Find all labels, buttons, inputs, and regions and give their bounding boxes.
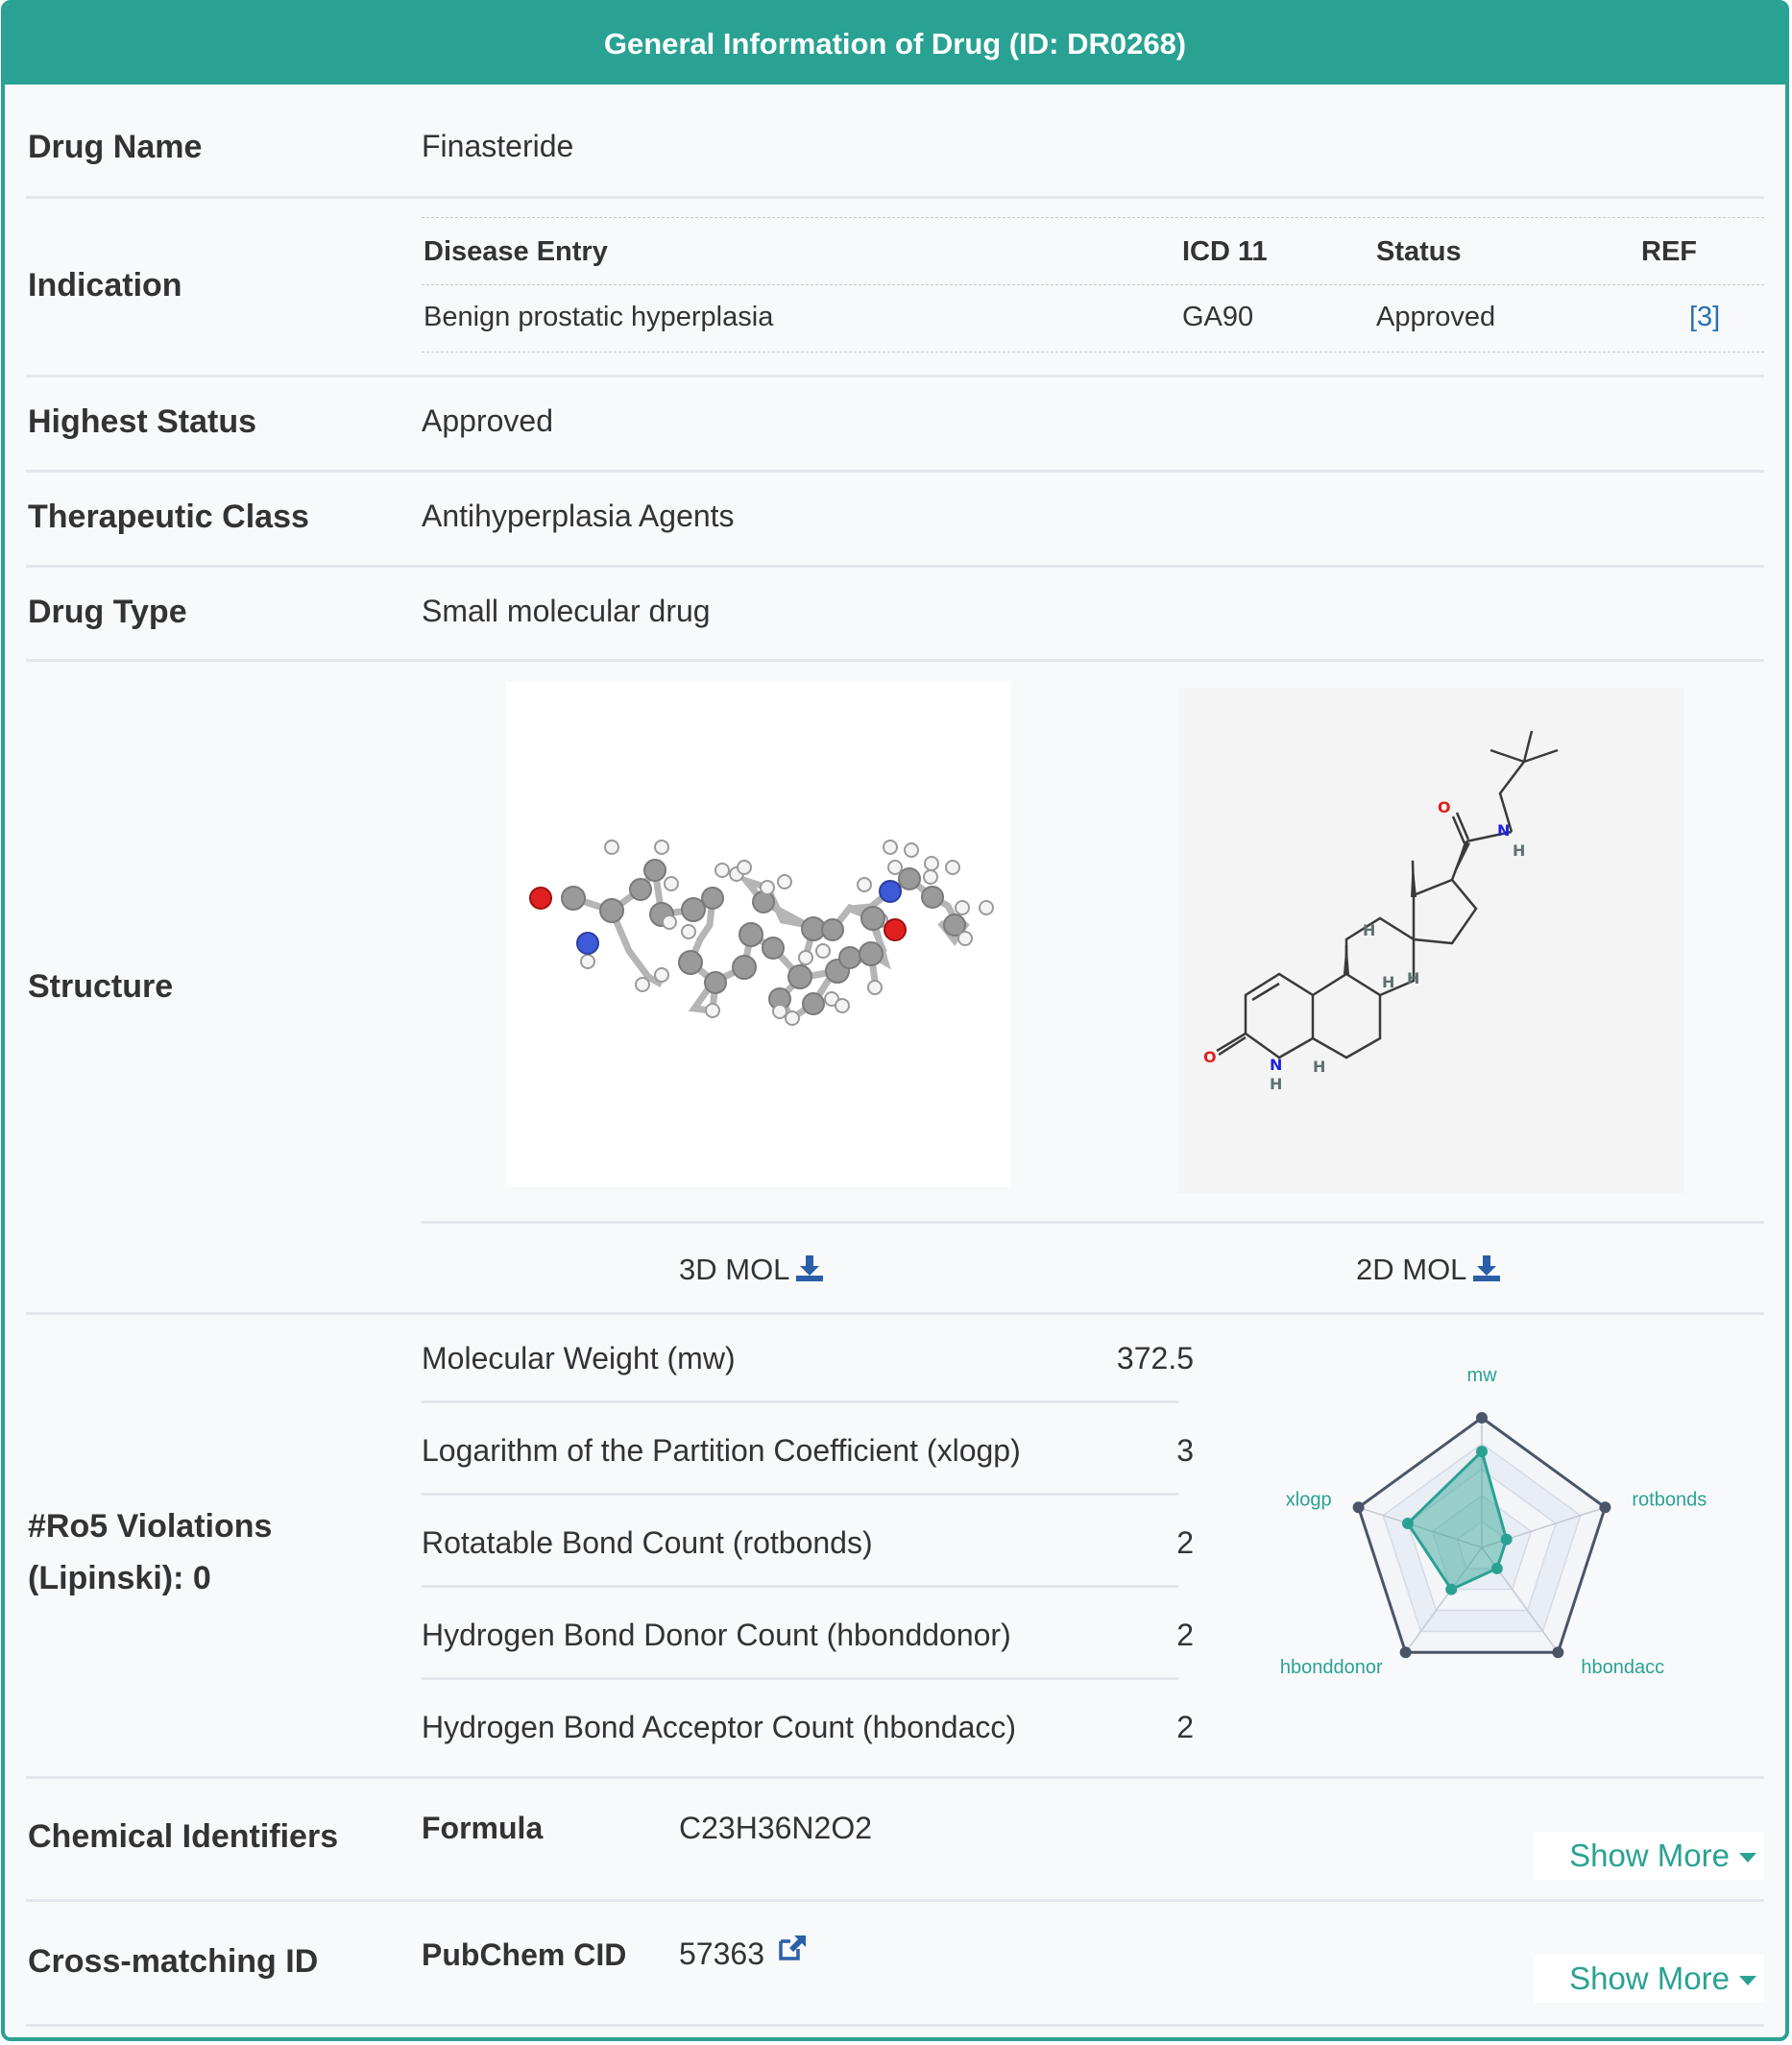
- drug-info-card: [1, 0, 1789, 2041]
- drug-type-value: Small molecular drug: [422, 594, 711, 628]
- atom-o: O: [1438, 798, 1451, 816]
- external-link-icon: [777, 1934, 808, 1962]
- caret-down-icon: [1739, 1853, 1756, 1862]
- radar-axis-label: hbonddonor: [1279, 1657, 1383, 1679]
- card-header: General Information of Drug (ID: DR0268): [5, 4, 1785, 85]
- ro5-radar-chart: [1213, 1341, 1712, 1725]
- radar-axis-label: mw: [1466, 1365, 1497, 1386]
- pubchem-key: PubChem CID: [422, 1937, 627, 1972]
- molecule-2d-image[interactable]: [1178, 688, 1683, 1193]
- mol3d-label: 3D MOL: [679, 1253, 790, 1286]
- row-structure: [26, 659, 1764, 1315]
- molecule-3d-image[interactable]: [506, 682, 1011, 1187]
- table-divider: [422, 217, 1764, 218]
- row-drug-name: [26, 85, 1764, 199]
- chemical-identifiers-label: Chemical Identifiers: [28, 1818, 339, 1855]
- radar-vertex: [1552, 1646, 1563, 1658]
- col-icd11: ICD 11: [1182, 236, 1268, 267]
- highest-status-value: Approved: [422, 403, 553, 438]
- show-more-label: Show More: [1569, 1960, 1730, 1996]
- row-drug-type: [26, 565, 1764, 662]
- pubchem-cid: 57363: [679, 1936, 764, 1971]
- row-highest-status: [26, 375, 1764, 473]
- prop-label: Hydrogen Bond Donor Count (hbonddonor): [422, 1618, 1011, 1652]
- prop-value: 372.5: [1116, 1341, 1194, 1376]
- prop-value: 3: [1176, 1433, 1194, 1468]
- highest-status-label: Highest Status: [28, 403, 257, 440]
- show-more-button[interactable]: [1534, 1832, 1764, 1880]
- ro5-label-line2: (Lipinski): 0: [28, 1560, 211, 1596]
- formula-value: C23H36N2O2: [679, 1811, 872, 1845]
- therapeutic-class-label: Therapeutic Class: [28, 499, 309, 535]
- atom-n: N: [1497, 821, 1511, 840]
- radar-vertex: [1476, 1412, 1488, 1424]
- cross-matching-label: Cross-matching ID: [28, 1943, 319, 1980]
- cell-disease: Benign prostatic hyperplasia: [424, 302, 774, 332]
- mol3d-download[interactable]: [679, 1253, 824, 1287]
- row-indication: [26, 196, 1764, 377]
- therapeutic-class-value: Antihyperplasia Agents: [422, 499, 735, 533]
- prop-label: Rotatable Bond Count (rotbonds): [422, 1525, 873, 1560]
- mol2d-label: 2D MOL: [1356, 1253, 1467, 1286]
- prop-divider: [422, 1400, 1178, 1403]
- row-ro5: [26, 1312, 1764, 1779]
- table-divider: [422, 352, 1764, 353]
- prop-label: Hydrogen Bond Acceptor Count (hbondacc): [422, 1710, 1017, 1744]
- drug-type-label: Drug Type: [28, 594, 187, 630]
- show-more-button[interactable]: [1534, 1955, 1764, 2003]
- radar-point: [1491, 1563, 1503, 1574]
- structure-label: Structure: [28, 968, 174, 1005]
- atom-n: N: [1270, 1056, 1283, 1074]
- row-cross-matching: [26, 1899, 1764, 2027]
- download-icon: [1472, 1255, 1501, 1282]
- ro5-label: [28, 1500, 272, 1604]
- radar-axis-label: hbondacc: [1581, 1657, 1665, 1679]
- radar-point: [1402, 1518, 1414, 1529]
- formula-key: Formula: [422, 1811, 544, 1845]
- download-icon: [795, 1255, 824, 1282]
- atom-h: H: [1407, 969, 1420, 987]
- atom-h: H: [1382, 973, 1395, 991]
- cell-status: Approved: [1376, 302, 1496, 332]
- atom-h: H: [1363, 921, 1376, 939]
- caret-down-icon: [1739, 1976, 1756, 1985]
- prop-value: 2: [1176, 1710, 1194, 1744]
- atom-h: H: [1513, 841, 1526, 860]
- table-divider: [422, 284, 1764, 285]
- atom-h: H: [1313, 1058, 1326, 1076]
- indication-label: Indication: [28, 267, 182, 304]
- cell-icd: GA90: [1182, 302, 1254, 332]
- ro5-label-line1: #Ro5 Violations: [28, 1508, 273, 1545]
- structure-divider: [422, 1221, 1764, 1224]
- radar-vertex: [1599, 1501, 1610, 1513]
- ref-link[interactable]: [3]: [1689, 302, 1721, 332]
- col-status: Status: [1376, 236, 1462, 267]
- col-ref: REF: [1641, 236, 1697, 267]
- radar-point: [1445, 1584, 1457, 1595]
- radar-axis-label: xlogp: [1285, 1489, 1332, 1511]
- prop-value: 2: [1176, 1618, 1194, 1652]
- prop-value: 2: [1176, 1525, 1194, 1560]
- drug-name-label: Drug Name: [28, 129, 203, 165]
- pubchem-link[interactable]: [679, 1934, 808, 1972]
- drug-name-value: Finasteride: [422, 129, 574, 163]
- prop-divider: [422, 1677, 1178, 1680]
- show-more-label: Show More: [1569, 1838, 1730, 1873]
- radar-axis-label: rotbonds: [1632, 1489, 1707, 1511]
- prop-divider: [422, 1585, 1178, 1588]
- prop-label: Logarithm of the Partition Coefficient (xlogp): [422, 1433, 1021, 1468]
- mol2d-download[interactable]: [1356, 1253, 1501, 1287]
- atom-o: O: [1203, 1048, 1217, 1066]
- atom-h: H: [1270, 1075, 1283, 1093]
- prop-divider: [422, 1493, 1178, 1496]
- radar-point: [1476, 1446, 1488, 1457]
- prop-label: Molecular Weight (mw): [422, 1341, 736, 1376]
- radar-vertex: [1400, 1646, 1412, 1658]
- radar-vertex: [1353, 1501, 1365, 1513]
- row-chemical-identifiers: [26, 1776, 1764, 1902]
- radar-point: [1501, 1534, 1513, 1546]
- col-disease-entry: Disease Entry: [424, 236, 608, 267]
- row-therapeutic-class: [26, 470, 1764, 568]
